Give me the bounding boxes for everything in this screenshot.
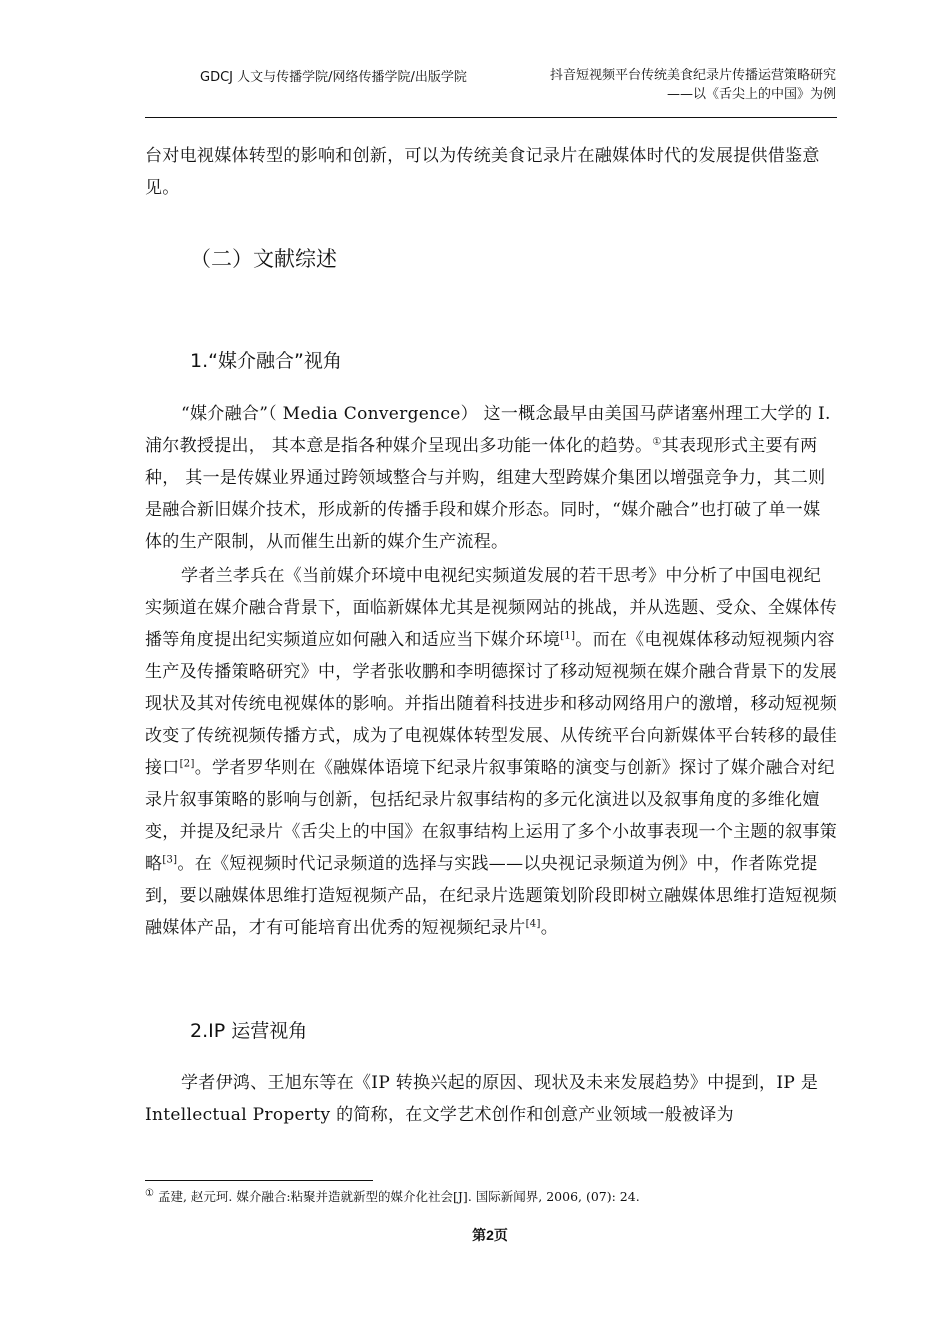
header-subtitle: ——以《舌尖上的中国》为例 [666,87,836,102]
paragraph-media-convergence [145,398,837,558]
citation-3: [3] [162,854,178,866]
p4-text-d: 。在《短视频时代记录频道的选择与实践——以央视记录频道为例》中，作者陈党提到，要以融媒体思维打造短视频产品，在纪录片选题策划阶段即树立融媒体思维打造短视频融媒体产品，才有可能培育出优秀的短视频纪录片 [145,854,837,938]
p4-text-a: 学者兰孝兵在《当前媒介环境中电视纪实频道发展的若干思考》中分析了中国电视纪实频道在媒介融合背景下，面临新媒体尤其是视频网站的挑战，并从选题、受众、全媒体传播等角度提出纪实频道应如何融入和适应当下媒介环境 [145,566,837,650]
p4-text-e: 。 [540,918,558,938]
section-heading: （二）文献综述 [190,247,337,271]
header-right [518,66,836,104]
subsection-heading-ip-operation: 2.IP 运营视角 [190,1020,308,1042]
paragraph-intro-end: 台对电视媒体转型的影响和创新，可以为传统美食记录片在融媒体时代的发展提供借鉴意见。 [145,146,820,198]
footnote-text: 孟建, 赵元珂. 媒介融合:粘聚并造就新型的媒介化社会[J]. 国际新闻界, 2006, (07): 24. [153,1189,640,1204]
citation-4: [4] [525,918,541,930]
header-rule [145,117,837,118]
header-left: GDCJ 人文与传播学院/网络传播学院/出版学院 [200,70,467,85]
footnote-marker-bottom: ① [145,1187,154,1199]
header-title: 抖音短视频平台传统美食纪录片传播运营策略研究 [549,68,836,83]
paragraph-literature [145,560,837,944]
subsection-heading-media-convergence: 1.“媒介融合”视角 [190,350,342,372]
footnote-marker: ① [652,436,662,448]
p4-text-c: 。学者罗华则在《融媒体语境下纪录片叙事策略的演变与创新》探讨了媒介融合对纪录片叙事策略的影响与创新，包括纪录片叙事结构的多元化演进以及叙事角度的多维化嬗变，并提及纪录片《舌尖上的中国》在叙事结构上运用了多个小故事表现一个主题的叙事策略 [145,758,837,874]
paragraph-ip-operation: 学者伊鸿、王旭东等在《IP 转换兴起的原因、现状及未来发展趋势》中提到，IP 是 Intellectual Property 的简称，在文学艺术创作和创意产业领域一般被译为 [145,1073,819,1125]
p3-text: “媒介融合”（ Media Convergence） 这一概念最早由美国马萨诸塞州理工大学的 I.浦尔教授提出， 其本意是指各种媒介呈现出多功能一体化的趋势。 [145,404,831,456]
page-number: 第2页 [472,1227,508,1243]
citation-2: [2] [179,758,195,770]
p3-text-cont: 其表现形式主要有两种， 其一是传媒业界通过跨领域整合与并购，组建大型跨媒介集团以增强竞争力，其二则是融合新旧媒介技术，形成新的传播手段和媒介形态。同时，“媒介融合”也打破了单一媒体的生产限制，从而催生出新的媒介生产流程。 [145,436,826,552]
footnote-rule [145,1180,373,1181]
p4-text-b: 。而在《电视媒体移动短视频内容生产及传播策略研究》中，学者张收鹏和李明德探讨了移动短视频在媒介融合背景下的发展现状及其对传统电视媒体的影响。并指出随着科技进步和移动网络用户的激增，移动短视频改变了传统视频传播方式，成为了电视媒体转型发展、从传统平台向新媒体平台转移的最佳接口 [145,630,837,778]
citation-1: [1] [560,630,576,642]
footnote [145,1187,837,1207]
